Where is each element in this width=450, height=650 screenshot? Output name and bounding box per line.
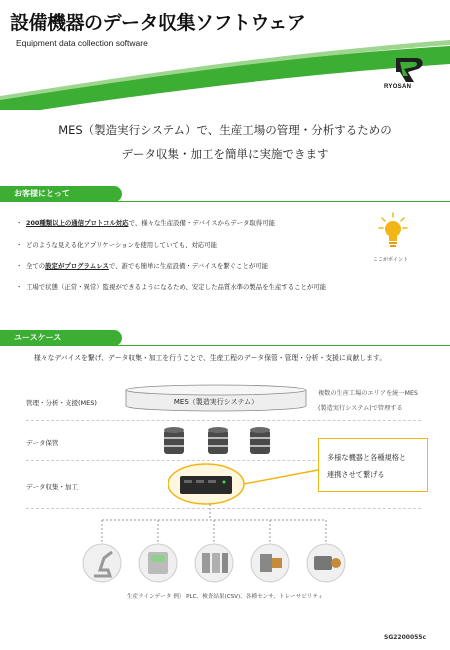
gateway-device-icon bbox=[168, 462, 320, 506]
inspection-device-icon bbox=[139, 544, 177, 582]
robot-arm-icon bbox=[83, 544, 121, 582]
point-label: ここがポイント bbox=[373, 257, 409, 263]
page-subtitle: Equipment data collection software bbox=[16, 38, 148, 48]
bullet-text: どのような見える化アプリケーションを使用していても、対応可能 bbox=[26, 241, 218, 249]
header-swoosh bbox=[0, 40, 450, 110]
database-icon bbox=[164, 427, 184, 454]
bullet-text: で、誰でも簡単に生産設備・デバイスを繋ぐことが可能 bbox=[108, 262, 269, 270]
plc-icon bbox=[195, 544, 233, 582]
bullet-text: で、様々な生産設備・デバイスからデータ取得可能 bbox=[128, 219, 275, 227]
callout-box bbox=[318, 438, 428, 492]
mes-note: 複数の生産工場のエリアを統一MES bbox=[318, 390, 418, 397]
database-icon bbox=[208, 427, 228, 454]
camera-icon bbox=[307, 544, 345, 582]
layer-label-mes: 管理・分析・支援(MES) bbox=[26, 399, 97, 407]
database-icons bbox=[158, 426, 278, 458]
layer-label-collection: データ収集・加工 bbox=[26, 483, 78, 491]
database-icon bbox=[250, 427, 270, 454]
bullet-item: ・ 200種類以上の通信プロトコル対応で、様々な生産設備・デバイスからデータ取得可能 bbox=[16, 219, 275, 227]
bullet-bold-text: 設定がプログラムレス bbox=[45, 262, 109, 270]
callout-line: 連携させて繋げる bbox=[327, 470, 385, 479]
lightbulb-icon bbox=[378, 212, 408, 252]
section-heading-customer: お客様にとって bbox=[0, 186, 122, 202]
callout-line: 多様な機器と各種規格と bbox=[327, 453, 407, 462]
bullet-bold-text: 200種類以上の通信プロトコル対応 bbox=[26, 219, 129, 227]
section-heading-usecase: ユースケース bbox=[0, 330, 122, 346]
sensor-icon bbox=[251, 544, 289, 582]
mes-note: (製造実行システム)で管理する bbox=[318, 405, 403, 412]
layer-label-storage: データ保管 bbox=[26, 439, 59, 447]
device-connector-lines bbox=[90, 504, 340, 544]
device-icons bbox=[82, 542, 352, 586]
bullet-item: ・ 全ての設定がプログラムレスで、誰でも簡単に生産設備・デバイスを繋ぐことが可能 bbox=[16, 262, 269, 270]
ryosan-logo-icon bbox=[394, 54, 426, 84]
headline-line-2: データ収集・加工を簡単に実施できます bbox=[121, 147, 329, 161]
usecase-description: 様々なデバイスを繋げ、データ収集・加工を行うことで、生産工程のデータ保管・管理・分析・支援に貢献します。 bbox=[34, 354, 387, 362]
bullet-text: 工場で状態（正常・異常）監視ができるようになるため、安定した品質水準の製品を生産することが可能 bbox=[26, 283, 327, 291]
bullet-item: ・ どのような見える化アプリケーションを使用していても、対応可能 bbox=[16, 241, 218, 249]
logo-text: RYOSAN bbox=[384, 84, 412, 90]
headline-line-1: MES（製造実行システム）で、生産工場の管理・分析するための bbox=[58, 123, 392, 137]
layer-divider bbox=[26, 420, 421, 421]
mes-system-label: MES（製造実行システム） bbox=[173, 398, 259, 406]
bullet-text: 全ての bbox=[26, 262, 46, 270]
bullet-item: ・ 工場で状態（正常・異常）監視ができるようになるため、安定した品質水準の製品を生産することが可能 bbox=[16, 283, 327, 291]
page-title: 設備機器のデータ収集ソフトウェア bbox=[10, 12, 306, 34]
document-code: SG2200055c bbox=[384, 634, 427, 641]
devices-caption: 生産ラインデータ 例） PLC、検査結果(CSV)、各種センサ、トレーサビリティ bbox=[126, 594, 324, 600]
